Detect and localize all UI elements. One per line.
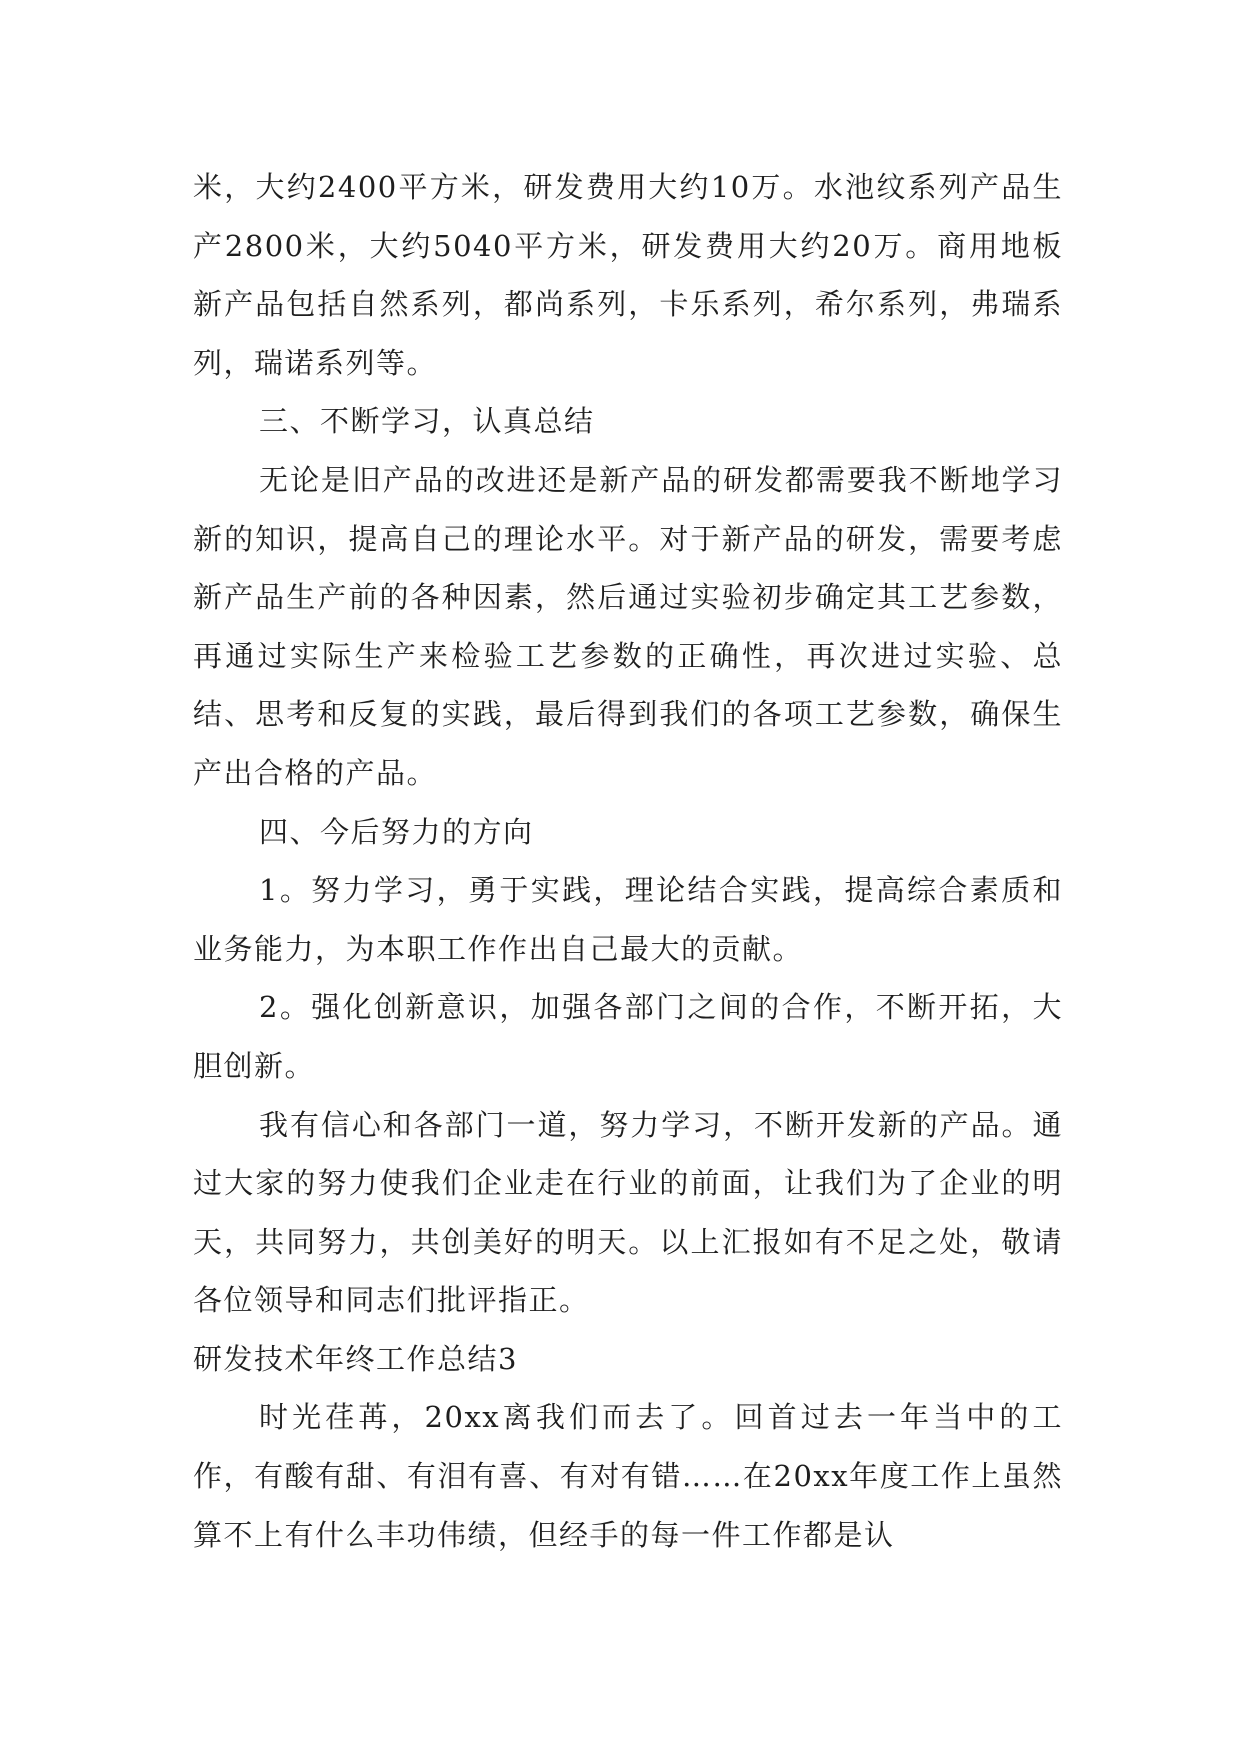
paragraph-conclusion: 我有信心和各部门一道，努力学习，不断开发新的产品。通过大家的努力使我们企业走在行业的前面，让我们为了企业的明天，共同努力，共创美好的明天。以上汇报如有不足之处，敬请各位领导和同志们批评指正。 — [193, 1107, 1063, 1318]
document-section-title: 研发技术年终工作总结3 — [193, 1341, 518, 1376]
paragraph-intro: 时光荏苒，20xx离我们而去了。回首过去一年当中的工作，有酸有甜、有泪有喜、有对有错……在20xx年度工作上虽然算不上有什么丰功伟绩，但经手的每一件工作都是认 — [193, 1400, 1063, 1552]
section-heading-3: 三、不断学习，认真总结 — [259, 404, 595, 439]
paragraph-continuation: 米，大约2400平方米，研发费用大约10万。水池纹系列产品生产2800米，大约5040平方米，研发费用大约20万。商用地板新产品包括自然系列，都尚系列，卡乐系列，希尔系列，弗瑞系列，瑞诺系列等。 — [193, 170, 1063, 380]
list-item-2: 2。强化创新意识，加强各部门之间的合作，不断开拓，大胆创新。 — [193, 990, 1063, 1083]
document-body — [193, 158, 1063, 1564]
section-heading-4: 四、今后努力的方向 — [259, 814, 534, 849]
list-item-1: 1。努力学习，勇于实践，理论结合实践，提高综合素质和业务能力，为本职工作作出自己最大的贡献。 — [193, 873, 1063, 966]
paragraph-study: 无论是旧产品的改进还是新产品的研发都需要我不断地学习新的知识，提高自己的理论水平。对于新产品的研发，需要考虑新产品生产前的各种因素，然后通过实验初步确定其工艺参数，再通过实际生产来检验工艺参数的正确性，再次进过实验、总结、思考和反复的实践，最后得到我们的各项工艺参数，确保生产出合格的产品。 — [193, 462, 1063, 790]
